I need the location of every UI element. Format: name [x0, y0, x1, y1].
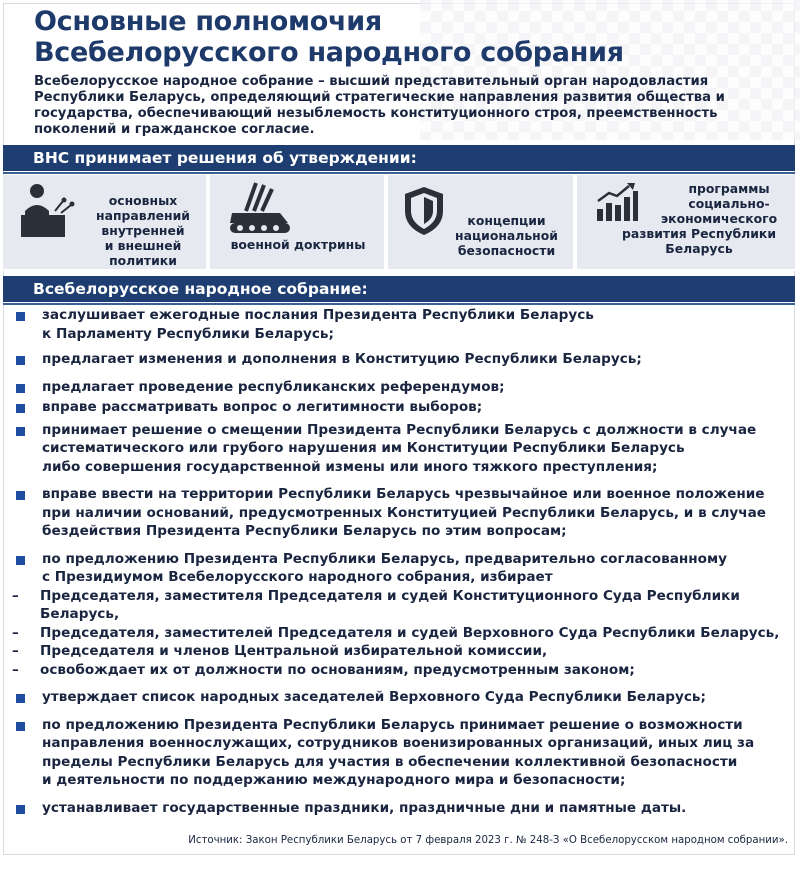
card-line: национальной: [455, 228, 558, 243]
card-line: основных: [108, 193, 178, 208]
sub-item-line: – Председателя, заместителя Председателя и судей Конституционного Суда Республики Беларусь,: [12, 587, 787, 624]
item-line: утверждает список народных заседателей Верховного Суда Республики Беларусь;: [42, 689, 706, 705]
list-item: [12, 688, 787, 707]
list-item: [12, 398, 787, 417]
card-line: военной доктрины: [230, 237, 366, 252]
item-line: вправе ввести на территории Республики Беларусь чрезвычайное или военное положение: [42, 486, 765, 502]
lead-paragraph: Всебелорусское народное собрание – высший представительный орган народовластия Республики Беларусь, определяющий стратегические направления развития общества и государства, обеспечивающий незыблемость конституционного строя, преемственность поколений и гражданское согласие.: [34, 74, 725, 137]
card-line: направлений: [96, 208, 190, 223]
item-line: по предложению Президента Республики Беларусь принимает решение о возможности: [42, 716, 743, 733]
bullet-icon: [16, 491, 25, 500]
title-line-2: Всебелорусского народного собрания: [34, 37, 624, 68]
item-line: устанавливает государственные праздники, праздничные дни и памятные даты.: [42, 799, 687, 816]
card-doctrine: [210, 175, 384, 269]
card-program: [577, 175, 795, 269]
item-line: принимает решение о смещении Президента Республики Беларусь с должности в случае: [42, 421, 757, 438]
list-item: [12, 799, 787, 818]
item-line: систематического или грубого нарушения им Конституции Республики Беларусь: [42, 440, 685, 456]
sub-item-line: – Председателя, заместителей Председателя и судей Верховного Суда Республики Беларусь,: [12, 624, 787, 643]
title-line-1: Основные полномочия: [34, 6, 382, 37]
item-line: предлагает изменения и дополнения в Конституцию Республики Беларусь;: [42, 351, 642, 367]
bullet-icon: [16, 404, 25, 413]
item-line: по предложению Президента Республики Беларусь, предварительно согласованному: [42, 550, 727, 567]
item-line: и деятельности по поддержанию международного мира и безопасности;: [42, 772, 626, 788]
card-line: концепции: [467, 213, 546, 228]
bullet-icon: [16, 312, 25, 321]
card-security: [388, 175, 573, 269]
shield-icon: [402, 185, 446, 241]
bullet-icon: [16, 722, 25, 731]
list-item: [12, 421, 787, 477]
sub-item-line: – Председателя и членов Центральной избирательной комиссии,: [12, 642, 787, 661]
item-line: с Президиумом Всебелорусского народного собрания, избирает: [42, 569, 553, 585]
card-line: безопасности: [457, 243, 556, 258]
item-line: вправе рассматривать вопрос о легитимности выборов;: [42, 399, 483, 415]
item-line: бездействия Президента Республики Беларусь по этим вопросам;: [42, 523, 567, 539]
item-line: направления военнослужащих, сотрудников военизированных организаций, иных лиц за: [42, 735, 755, 751]
list-item: [12, 350, 787, 369]
powers-list: [12, 306, 787, 822]
source-note: Источник: Закон Республики Беларусь от 7 февраля 2023 г. № 248-З «О Всебелорусском народном собрании».: [188, 835, 788, 846]
card-policy: [3, 175, 206, 269]
card-line: программы: [688, 181, 770, 196]
bullet-icon: [16, 427, 25, 436]
section-header-approval: ВНС принимает решения об утверждении:: [3, 145, 795, 171]
bullet-icon: [16, 384, 25, 393]
item-line: пределы Республики Беларусь для участия в обеспечении коллективной безопасности: [42, 753, 738, 770]
card-line: экономического: [660, 211, 778, 226]
card-line: и внешней политики: [104, 238, 182, 268]
card-line: развития Республики: [621, 226, 777, 241]
military-vehicle-icon: [226, 179, 296, 243]
list-item: [12, 550, 787, 680]
bullet-icon: [16, 805, 25, 814]
bullet-icon: [16, 694, 25, 703]
section-header-assembly: Всебелорусское народное собрание:: [3, 276, 795, 302]
bullet-icon: [16, 556, 25, 565]
list-item: [12, 716, 787, 790]
card-line: Беларусь: [665, 241, 733, 256]
sub-item-line: – освобождает их от должности по основаниям, предусмотренным законом;: [12, 661, 787, 680]
card-line: социально-: [688, 196, 770, 211]
list-item: [12, 306, 787, 343]
item-line: заслушивает ежегодные послания Президента Республики Беларусь: [42, 307, 594, 323]
list-item: [12, 378, 787, 397]
item-line: при наличии оснований, предусмотренных Конституцией Республики Беларусь, и в случае: [42, 504, 766, 521]
item-line: либо совершения государственной измены или иного тяжкого преступления;: [42, 458, 658, 475]
bullet-icon: [16, 356, 25, 365]
card-line: внутренней: [101, 223, 185, 238]
item-line: предлагает проведение республиканских референдумов;: [42, 378, 505, 395]
speaker-podium-icon: [17, 181, 79, 243]
list-item: [12, 485, 787, 541]
page-title: [34, 6, 774, 68]
approval-cards: [3, 175, 795, 271]
item-line: к Парламенту Республики Беларусь;: [42, 325, 334, 342]
